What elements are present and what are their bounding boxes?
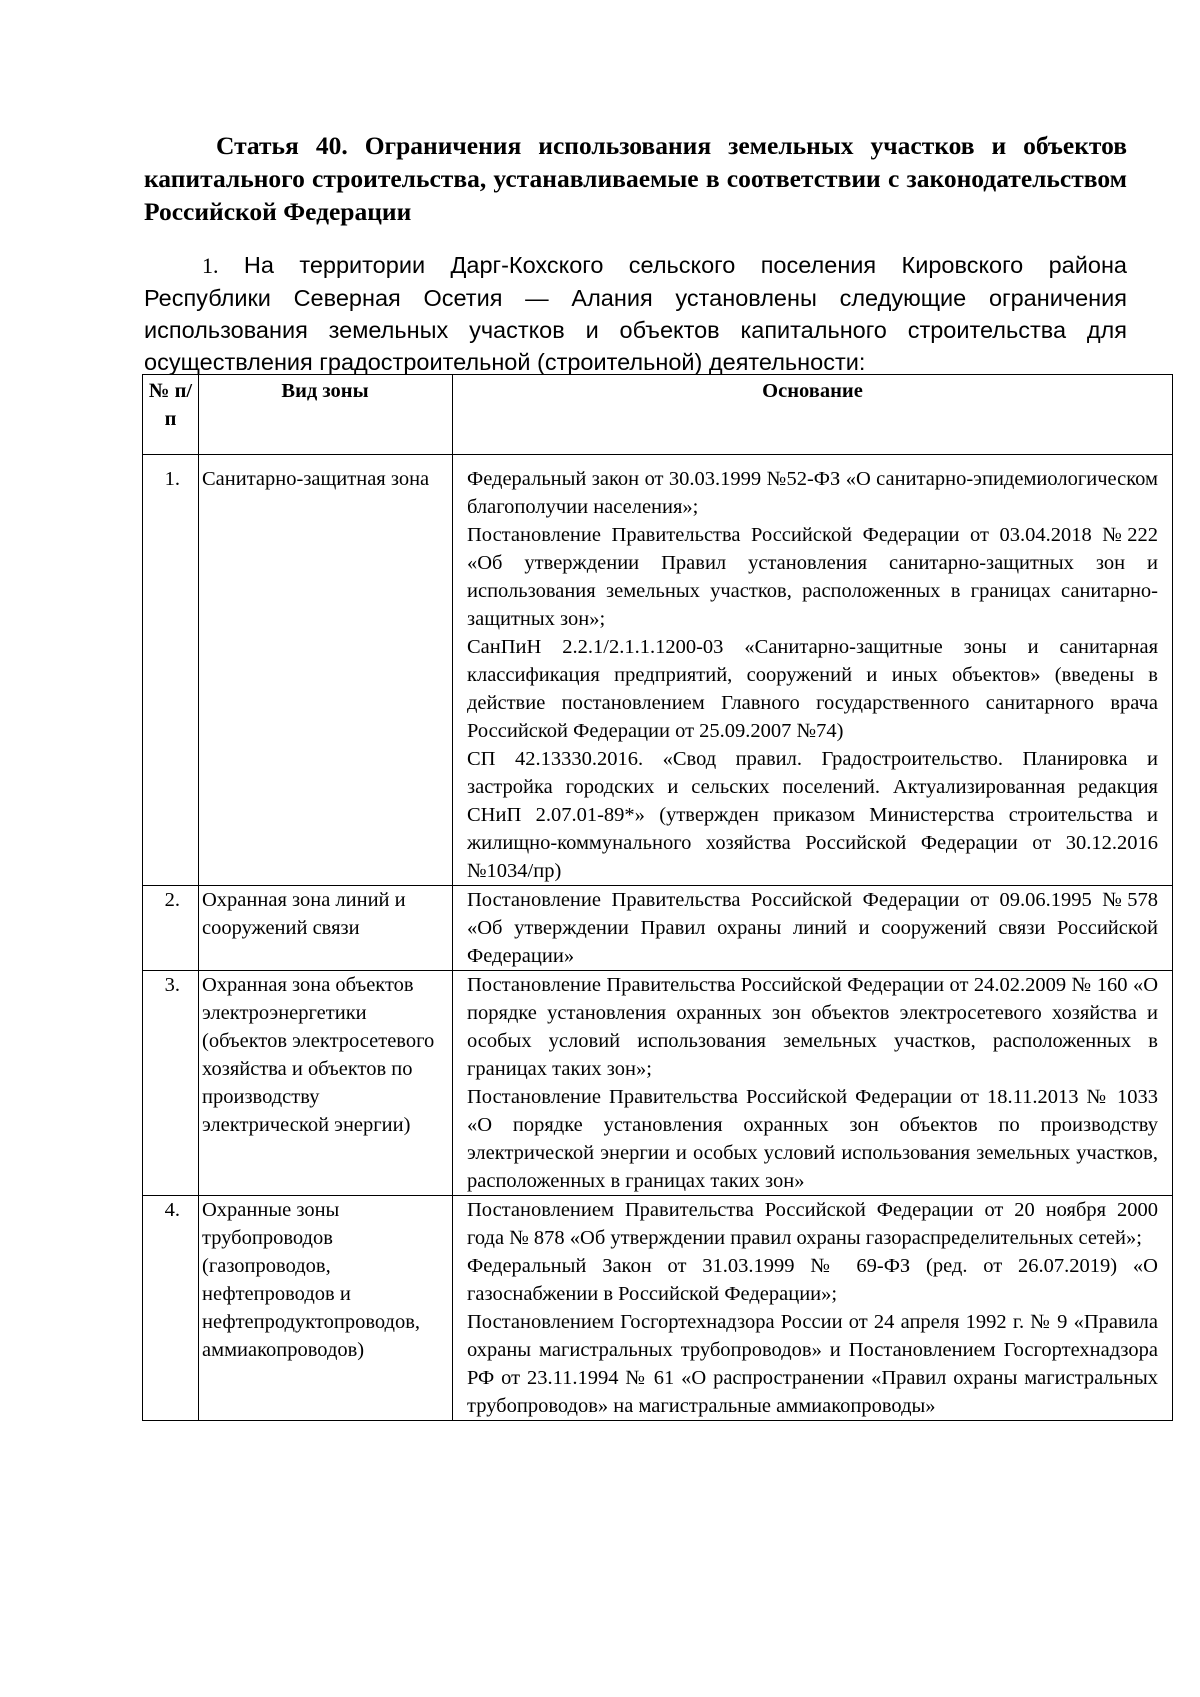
header-number: № п/п xyxy=(143,375,199,455)
header-zone-type: Вид зоны xyxy=(199,375,453,455)
row-number: 1. xyxy=(143,455,199,886)
intro-paragraph xyxy=(144,249,1127,378)
row-number: 2. xyxy=(143,886,199,971)
zone-basis xyxy=(453,886,1173,971)
basis-item: Постановление Правительства Российской Федерации от 09.06.1995 №578 «Об утверждении Правил охраны линий и сооружений связи Российской Федерации» xyxy=(467,889,1158,967)
basis-item: Постановление Правительства Российской Федерации от 24.02.2009 № 160 «О порядке установления охранных зон объектов электросетевого хозяйства и особых условий использования земельных участков, расположенных в границах таких зон»; xyxy=(467,974,1158,1080)
zone-type: Санитарно-защитная зона xyxy=(199,455,453,886)
article-title: Статья 40. Ограничения использования земельных участков и объектов капитального строительства, устанавливаемые в соответствии с законодательством Российской Федерации xyxy=(144,131,1127,226)
restrictions-table xyxy=(142,374,1173,1421)
row-number: 4. xyxy=(143,1196,199,1421)
row-number: 3. xyxy=(143,971,199,1196)
basis-item: Постановлением Госгортехнадзора России от 24 апреля 1992 г. № 9 «Правила охраны магистральных трубопроводов» и Постановлением Госгортехнадзора РФ от 23.11.1994 № 61 «О распространении «Правил охраны магистральных трубопроводов» на магистральные аммиакопроводы» xyxy=(467,1311,1158,1417)
intro-text: На территории Дарг-Кохского сельского поселения Кировского района Республики Северная Осетия — Алания установлены следующие ограничения использования земельных участков и объектов капитального строительства для осуществления градостроительной (строительной) деятельности: xyxy=(144,252,1127,375)
intro-number: 1. xyxy=(202,253,219,278)
zone-basis xyxy=(453,971,1173,1196)
table-row xyxy=(143,971,1173,1196)
zone-type: Охранные зоны трубопроводов (газопроводов, нефтепроводов и нефтепродуктопроводов, аммиакопроводов) xyxy=(199,1196,453,1421)
zone-type: Охранная зона объектов электроэнергетики (объектов электросетевого хозяйства и объектов по производству электрической энергии) xyxy=(199,971,453,1196)
table-row xyxy=(143,1196,1173,1421)
basis-item: Постановление Правительства Российской Федерации от 03.04.2018 №222 «Об утверждении Правил установления санитарно-защитных зон и использования земельных участков, расположенных в границах санитарно-защитных зон»; xyxy=(467,524,1158,630)
zone-basis xyxy=(453,1196,1173,1421)
zone-basis xyxy=(453,455,1173,886)
table-row xyxy=(143,886,1173,971)
basis-item: СанПиН 2.2.1/2.1.1.1200-03 «Санитарно-защитные зоны и санитарная классификация предприятий, сооружений и иных объектов» (введены в действие постановлением Главного государственного санитарного врача Российской Федерации от 25.09.2007 №74) xyxy=(467,636,1158,742)
basis-item: СП 42.13330.2016. «Свод правил. Градостроительство. Планировка и застройка городских и сельских поселений. Актуализированная редакция СНиП 2.07.01-89*» (утвержден приказом Министерства строительства и жилищно-коммунального хозяйства Российской Федерации от 30.12.2016 №1034/пр) xyxy=(467,748,1158,882)
basis-item: Постановлением Правительства Российской Федерации от 20 ноября 2000 года № 878 «Об утверждении правил охраны газораспределительных сетей»; xyxy=(467,1199,1158,1249)
table-header-row xyxy=(143,375,1173,455)
header-basis: Основание xyxy=(453,375,1173,455)
basis-item: Федеральный Закон от 31.03.1999 № 69-ФЗ (ред. от 26.07.2019) «О газоснабжении в Российской Федерации»; xyxy=(467,1255,1158,1305)
basis-item: Постановление Правительства Российской Федерации от 18.11.2013 № 1033 «О порядке установления охранных зон объектов по производству электрической энергии и особых условий использования земельных участков, расположенных в границах таких зон» xyxy=(467,1086,1158,1192)
basis-item: Федеральный закон от 30.03.1999 №52-ФЗ «О санитарно-эпидемиологическом благополучии населения»; xyxy=(467,468,1158,518)
zone-type: Охранная зона линий и сооружений связи xyxy=(199,886,453,971)
table-row xyxy=(143,455,1173,886)
